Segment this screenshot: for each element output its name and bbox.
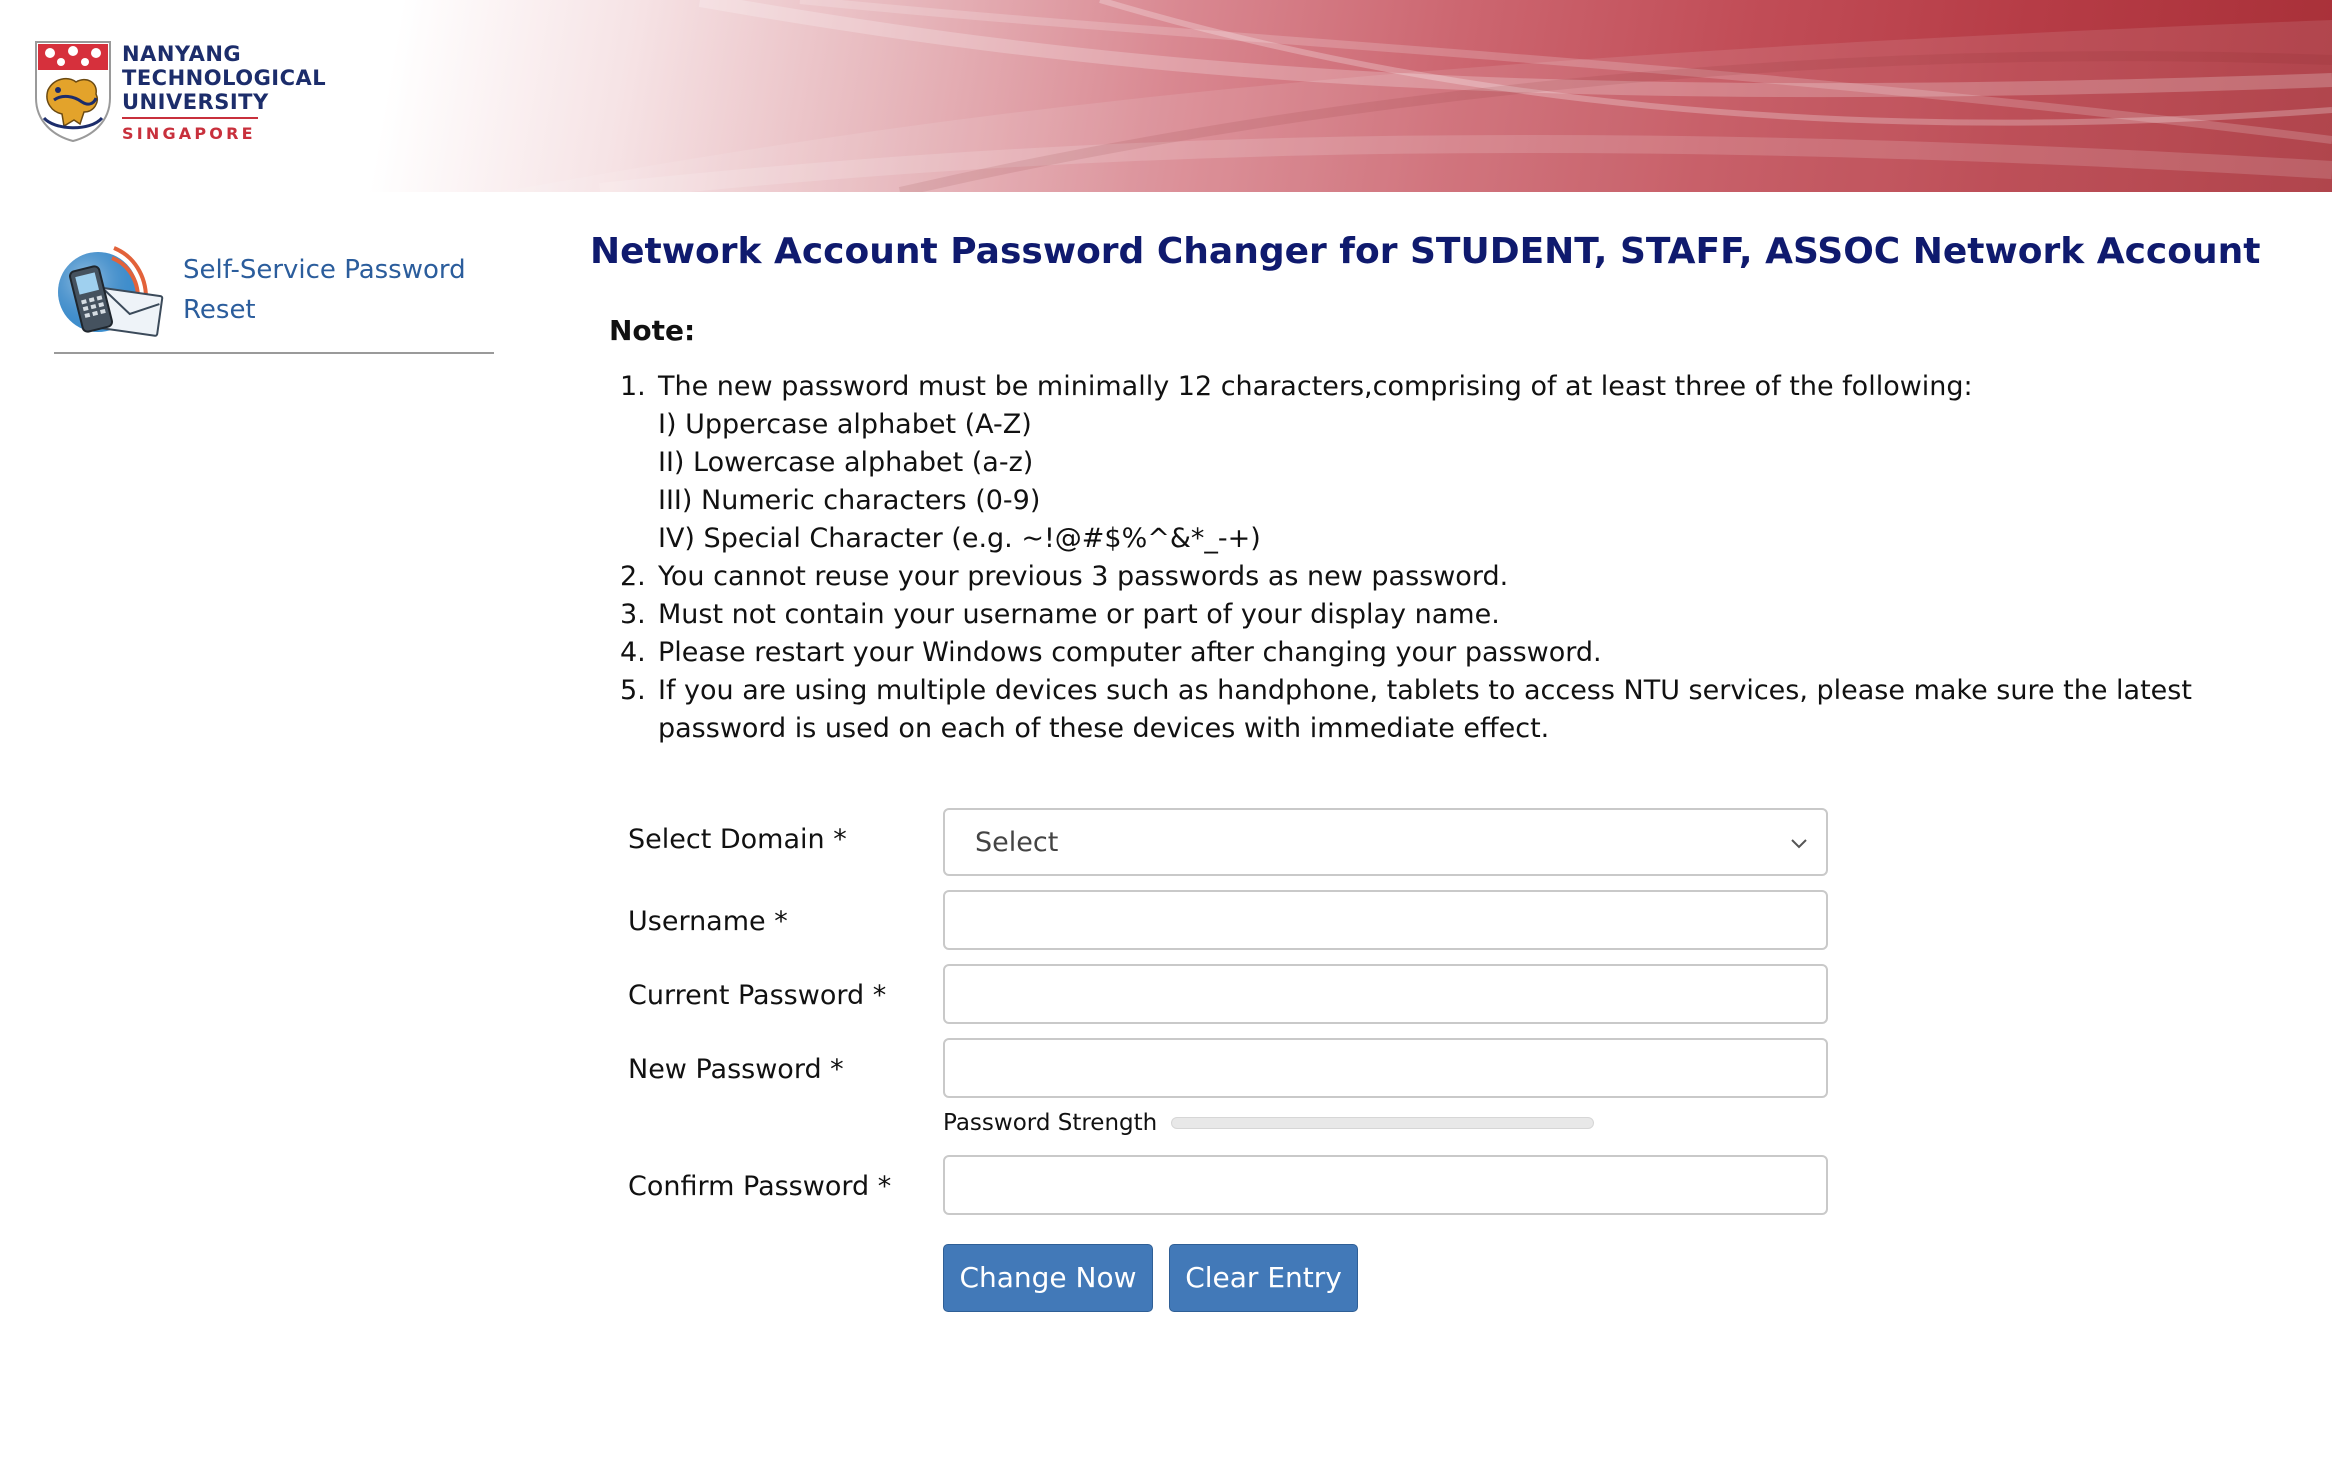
- list-number: 3.: [620, 599, 646, 630]
- domain-select[interactable]: [943, 808, 1828, 876]
- list-number: 4.: [620, 637, 646, 668]
- sidebar: [54, 238, 494, 354]
- list-number: 2.: [620, 561, 646, 592]
- header-banner: [0, 0, 2332, 192]
- logo-line-2: TECHNOLOGICAL: [122, 66, 327, 90]
- current-password-label: Current Password *: [628, 980, 887, 1011]
- change-now-button[interactable]: Change Now: [943, 1244, 1153, 1312]
- ntu-wordmark: [122, 42, 326, 146]
- list-text: If you are using multiple devices such as handphone, tablets to access NTU services, please make sure the latest password is used on each of these devices with immediate effect.: [658, 675, 2192, 744]
- page-title: Network Account Password Changer for STUDENT, STAFF, ASSOC Network Account: [590, 231, 2261, 272]
- clear-entry-button[interactable]: Clear Entry: [1169, 1244, 1358, 1312]
- list-text: Please restart your Windows computer after changing your password.: [658, 637, 1602, 668]
- new-password-label: New Password *: [628, 1054, 844, 1085]
- sub-item: II) Lowercase alphabet (a-z): [658, 447, 1034, 478]
- list-text: You cannot reuse your previous 3 passwords as new password.: [658, 561, 1509, 592]
- logo-line-1: NANYANG: [122, 42, 242, 66]
- confirm-password-label: Confirm Password *: [628, 1171, 892, 1202]
- list-item: [620, 368, 2280, 558]
- sub-item: III) Numeric characters (0-9): [658, 485, 1041, 516]
- password-strength-meter: [1171, 1117, 1594, 1129]
- username-input[interactable]: [943, 890, 1828, 950]
- domain-label: Select Domain *: [628, 824, 847, 855]
- list-text: Must not contain your username or part of your display name.: [658, 599, 1500, 630]
- list-item: [620, 596, 2280, 634]
- password-rules-list: [620, 368, 2280, 748]
- domain-select-value: Select: [975, 826, 1059, 858]
- list-number: 5.: [620, 675, 646, 706]
- self-service-password-reset-link[interactable]: Self-Service Password Reset: [183, 255, 466, 325]
- banner-waves: [0, 0, 2332, 192]
- list-item: [620, 634, 2280, 672]
- logo-line-4: SINGAPORE: [122, 117, 258, 146]
- new-password-input[interactable]: [943, 1038, 1828, 1098]
- logo-line-3: UNIVERSITY: [122, 90, 269, 114]
- list-item: [620, 558, 2280, 596]
- ntu-logo[interactable]: [34, 40, 327, 144]
- sub-item: I) Uppercase alphabet (A-Z): [658, 409, 1032, 440]
- sub-item: IV) Special Character (e.g. ~!@#$%^&*_-+): [658, 523, 1261, 554]
- ntu-crest-icon: [34, 40, 112, 142]
- phone-envelope-icon: [54, 242, 166, 342]
- list-number: 1.: [620, 371, 646, 402]
- list-item: [620, 672, 2280, 748]
- list-text: The new password must be minimally 12 characters,comprising of at least three of the following:: [658, 371, 1973, 402]
- username-label: Username *: [628, 906, 788, 937]
- confirm-password-input[interactable]: [943, 1155, 1828, 1215]
- password-strength-label: Password Strength: [943, 1110, 1158, 1136]
- note-heading: Note:: [609, 314, 696, 347]
- current-password-input[interactable]: [943, 964, 1828, 1024]
- chevron-down-icon: [1788, 832, 1810, 854]
